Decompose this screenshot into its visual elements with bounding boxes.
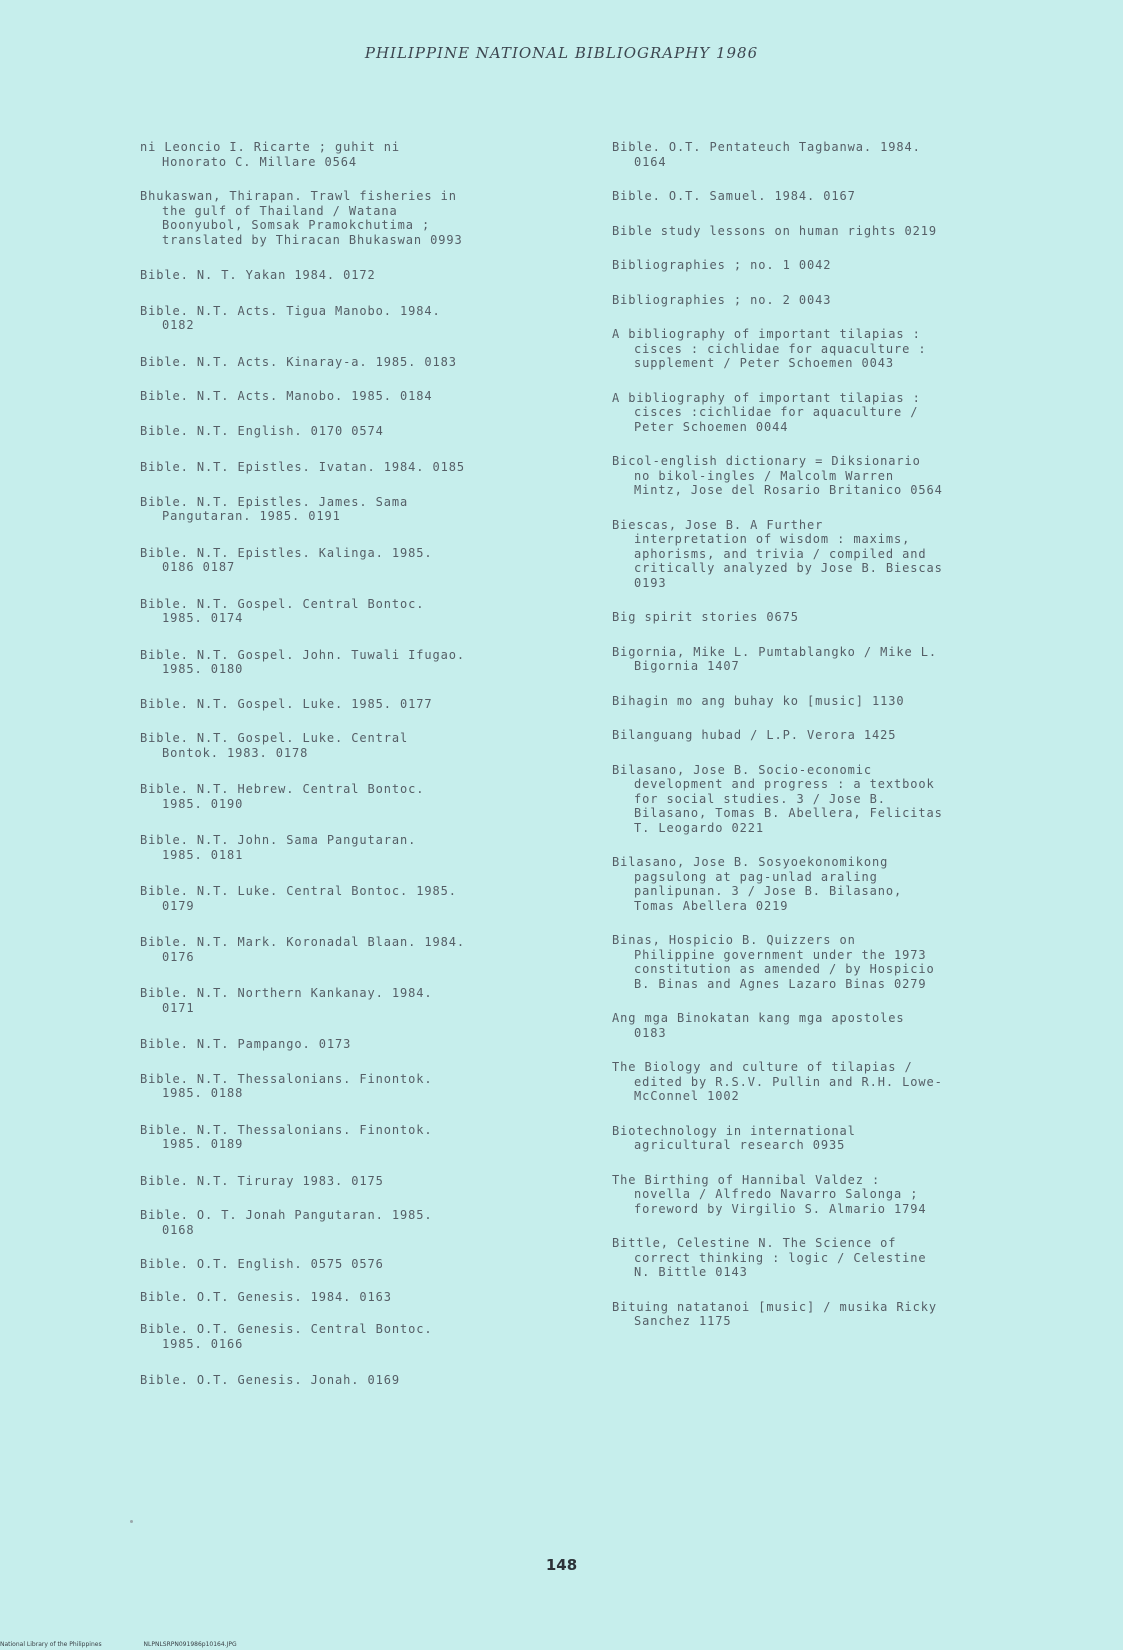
index-entry: Bible. N.T. Tiruray 1983. 0175	[140, 1173, 384, 1188]
index-entry: Bible. N.T. Gospel. Central Bontoc. 1985. 0174	[140, 596, 425, 625]
index-entry: Bible. N.T. Luke. Central Bontoc. 1985. 0179	[140, 884, 457, 913]
index-entry: Bible. N.T. Acts. Tigua Manobo. 1984. 0182	[140, 303, 441, 332]
index-entry: ni Leoncio I. Ricarte ; guhit ni Honorato C. Millare 0564	[140, 140, 400, 169]
index-entry: Bible. N.T. Pampango. 0173	[140, 1037, 352, 1051]
index-entry: Bibliographies ; no. 2 0043	[612, 292, 832, 307]
page-number: 148	[545, 1556, 578, 1574]
index-entry: Bible. N.T. Gospel. Luke. 1985. 0177	[140, 696, 433, 711]
index-entry: Bible. N.T. Hebrew. Central Bontoc. 1985. 0190	[140, 782, 425, 811]
index-entry: Bible. N.T. Epistles. Ivatan. 1984. 0185	[140, 460, 465, 474]
index-entry: Biotechnology in international agricultural research 0935	[612, 1123, 856, 1152]
index-entry: Bible. O.T. Genesis. Central Bontoc. 1985. 0166	[140, 1322, 433, 1351]
index-entry: Bilasano, Jose B. Sosyoekonomikong pagsulong at pag-unlad araling panlipunan. 3 / Jose B. Bilasano, Tomas Abellera 0219	[612, 855, 903, 913]
index-entry: Bigornia, Mike L. Pumtablangko / Mike L. Bigornia 1407	[612, 644, 937, 673]
index-entry: Bible. N.T. John. Sama Pangutaran. 1985. 0181	[140, 833, 417, 862]
index-entry: Bible. N.T. Northern Kankanay. 1984. 0171	[140, 986, 433, 1015]
index-entry: A bibliography of important tilapias : cisces : cichlidae for aquaculture : supplement / Peter Schoemen 0043	[612, 327, 927, 370]
index-entry: Bittle, Celestine N. The Science of correct thinking : logic / Celestine N. Bittle 0143	[612, 1236, 927, 1279]
index-entry: Bihagin mo ang buhay ko [music] 1130	[612, 693, 905, 708]
index-entry: Bilanguang hubad / L.P. Verora 1425	[612, 728, 897, 742]
index-entry: Bible. N.T. English. 0170 0574	[140, 423, 384, 438]
index-entry: Bible. O.T. Pentateuch Tagbanwa. 1984. 0164	[612, 140, 921, 169]
index-entry: Bicol-english dictionary = Diksionario no bikol-ingles / Malcolm Warren Mintz, Jose del Rosario Britanico 0564	[612, 454, 943, 497]
left-column	[140, 140, 580, 1388]
footer-file-name: NLPNLSRPN091986p10164.JPG	[143, 1641, 237, 1648]
running-header: PHILIPPINE NATIONAL BIBLIOGRAPHY 1986	[364, 44, 759, 62]
index-entry: Bible. N.T. Acts. Kinaray-a. 1985. 0183	[140, 354, 457, 369]
index-entry: Binas, Hospicio B. Quizzers on Philippine government under the 1973 constitution as amended / by Hospicio B. Binas and Agnes Lazaro Binas 0279	[612, 933, 935, 991]
right-column	[612, 140, 1044, 1329]
index-entry: Bible. N.T. Acts. Manobo. 1985. 0184	[140, 389, 433, 403]
index-entry: The Birthing of Hannibal Valdez : novella / Alfredo Navarro Salonga ; foreword by Virgilio S. Almario 1794	[612, 1172, 927, 1216]
index-entry: Bible. N.T. Thessalonians. Finontok. 1985. 0188	[140, 1071, 433, 1100]
index-entry: Bible. O.T. English. 0575 0576	[140, 1257, 384, 1271]
index-entry: Bible study lessons on human rights 0219	[612, 223, 937, 238]
index-entry: Bible. O.T. Genesis. Jonah. 0169	[140, 1373, 400, 1387]
index-entry: Bibliographies ; no. 1 0042	[612, 258, 832, 272]
index-entry: Bituing natatanoi [music] / musika Ricky Sanchez 1175	[612, 1299, 937, 1328]
index-entry: Bible. O. T. Jonah Pangutaran. 1985. 0168	[140, 1208, 433, 1237]
scan-speck	[130, 1520, 133, 1523]
index-entry: Bible. N.T. Thessalonians. Finontok. 1985. 0189	[140, 1122, 433, 1151]
index-entry: A bibliography of important tilapias : cisces :cichlidae for aquaculture / Peter Schoemen 0044	[612, 390, 921, 434]
index-entry: Bilasano, Jose B. Socio-economic development and progress : a textbook for social studies. 3 / Jose B. Bilasano, Tomas B. Abellera, Felicitas T. Leogardo 0221	[612, 762, 943, 835]
index-entry: Bible. N.T. Mark. Koronadal Blaan. 1984. 0176	[140, 935, 465, 964]
index-entry: Biescas, Jose B. A Further interpretation of wisdom : maxims, aphorisms, and trivia / compiled and critically analyzed by Jose B. Biescas 0193	[612, 517, 943, 590]
scan-footer	[0, 1640, 1123, 1650]
index-entry: Bhukaswan, Thirapan. Trawl fisheries in the gulf of Thailand / Watana Boonyubol, Somsak Pramokchutima ; translated by Thiracan Bhukaswan 0993	[140, 189, 463, 247]
index-entry: Bible. N.T. Epistles. Kalinga. 1985. 0186 0187	[140, 545, 433, 574]
index-entry: Ang mga Binokatan kang mga apostoles 0183	[612, 1011, 905, 1040]
index-entry: Bible. O.T. Samuel. 1984. 0167	[612, 189, 856, 203]
index-entry: Bible. N. T. Yakan 1984. 0172	[140, 268, 376, 282]
index-entry: Bible. N.T. Gospel. Luke. Central Bontok. 1983. 0178	[140, 731, 409, 760]
index-entry: Bible. O.T. Genesis. 1984. 0163	[140, 1289, 392, 1304]
index-entry: Bible. N.T. Epistles. James. Sama Pangutaran. 1985. 0191	[140, 494, 409, 523]
index-entry: Bible. N.T. Gospel. John. Tuwali Ifugao. 1985. 0180	[140, 647, 465, 676]
index-entry: Big spirit stories 0675	[612, 610, 799, 624]
footer-library-name: National Library of the Philippines	[0, 1641, 102, 1648]
index-entry: The Biology and culture of tilapias / edited by R.S.V. Pullin and R.H. Lowe- McConnel 1002	[612, 1060, 943, 1103]
